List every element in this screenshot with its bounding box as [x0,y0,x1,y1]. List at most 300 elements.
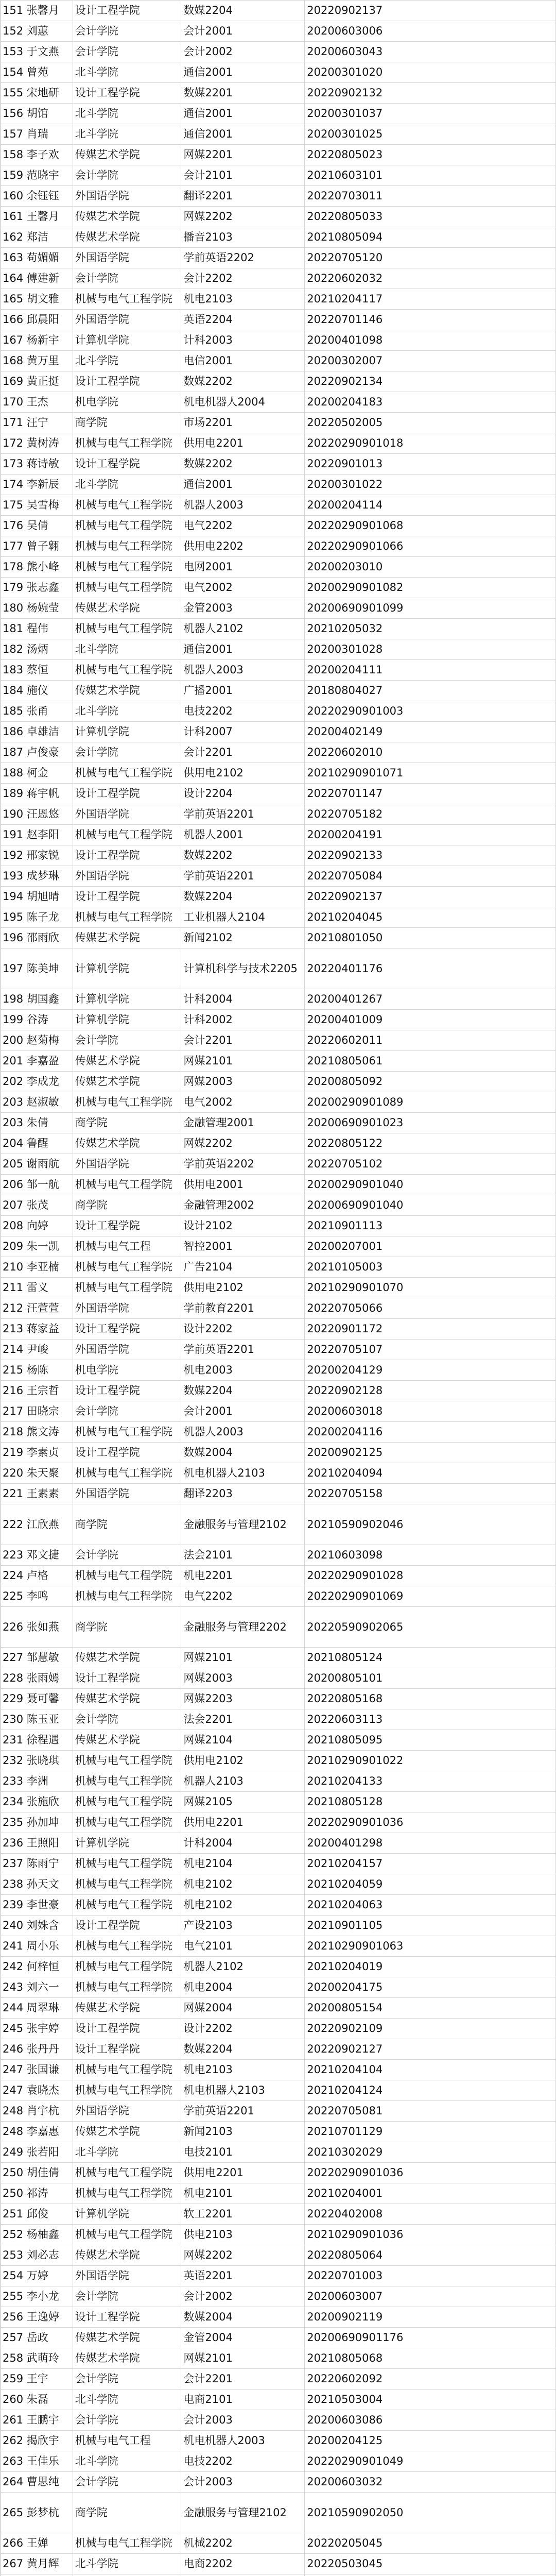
cell-college: 传媒艺术学院 [73,1051,181,1072]
table-row [1,1936,556,1957]
cell-college: 传媒艺术学院 [73,1648,181,1668]
cell-student-id: 20210290901071 [305,763,556,784]
cell-college: 北斗学院 [73,62,181,83]
table-row [1,639,556,660]
table-row [1,928,556,948]
cell-name: 238 孙天文 [1,1874,73,1895]
table-row [1,2163,556,2183]
cell-student-id: 20200204191 [305,825,556,845]
cell-name: 234 张施欣 [1,1792,73,1812]
cell-student-id: 20210204133 [305,1771,556,1792]
cell-class: 法会2101 [181,1545,305,1566]
cell-college: 设计工程学院 [73,887,181,907]
cell-class: 金管2003 [181,598,305,619]
cell-student-id: 20220402008 [305,2204,556,2225]
cell-student-id: 20200301022 [305,474,556,495]
cell-student-id: 20210204063 [305,1895,556,1916]
cell-college: 外国语学院 [73,2101,181,2122]
cell-name: 232 张晓琪 [1,1751,73,1771]
cell-college: 机械与电气工程学院 [73,2183,181,2204]
cell-college: 外国语学院 [73,1484,181,1504]
cell-name: 197 陈美坤 [1,948,73,989]
table-row [1,207,556,227]
cell-student-id: 20220901172 [305,1319,556,1340]
cell-student-id: 20210204157 [305,1854,556,1874]
cell-student-id: 20210204104 [305,2060,556,2080]
table-row [1,1298,556,1319]
cell-name: 246 张丹丹 [1,2039,73,2060]
cell-name: 222 江欣燕 [1,1504,73,1545]
cell-name: 240 刘姝含 [1,1916,73,1936]
cell-college: 外国语学院 [73,866,181,887]
table-row [1,1504,556,1545]
table-row [1,42,556,62]
cell-name: 194 胡旭晴 [1,887,73,907]
cell-class: 网媒2202 [181,1133,305,1154]
cell-student-id: 20200805154 [305,1998,556,2019]
cell-college: 设计工程学院 [73,1,181,21]
cell-class: 数媒2201 [181,83,305,104]
cell-college: 会计学院 [73,1401,181,1422]
cell-name: 184 施仪 [1,681,73,701]
table-row [1,742,556,763]
cell-college: 会计学院 [73,2472,181,2493]
table-row [1,1257,556,1278]
cell-student-id: 20220290901068 [305,516,556,536]
cell-student-id: 20220401176 [305,948,556,989]
cell-student-id: 20220602032 [305,268,556,289]
cell-name: 208 向婷 [1,1216,73,1236]
cell-college: 机械与电气工程学院 [73,763,181,784]
cell-name: 172 黄树涛 [1,433,73,454]
cell-student-id: 20210603098 [305,1545,556,1566]
cell-college: 机械与电气工程学院 [73,1977,181,1998]
table-row [1,1443,556,1463]
cell-student-id: 20210901105 [305,1916,556,1936]
cell-student-id: 20200301028 [305,639,556,660]
cell-class: 电气2202 [181,1586,305,1607]
cell-name: 250 胡佳倩 [1,2163,73,2183]
table-row [1,1422,556,1443]
table-row [1,1771,556,1792]
cell-college: 机械与电气工程学院 [73,619,181,639]
cell-class: 网媒2003 [181,1668,305,1689]
cell-name: 209 朱一凯 [1,1236,73,1257]
cell-student-id: 20200301020 [305,62,556,83]
cell-name: 259 王宇 [1,2369,73,2389]
cell-name: 216 王宗哲 [1,1381,73,1401]
table-row [1,1484,556,1504]
cell-class: 供电2103 [181,2225,305,2245]
cell-college: 机电学院 [73,392,181,413]
table-row [1,516,556,536]
table-row [1,2348,556,2369]
cell-college: 传媒艺术学院 [73,681,181,701]
cell-class: 翻译2203 [181,1484,305,1504]
cell-class: 机器人2102 [181,619,305,639]
table-row [1,2328,556,2348]
cell-college: 传媒艺术学院 [73,1072,181,1092]
cell-name: 247 张国谦 [1,2060,73,2080]
cell-class: 金融服务与管理2102 [181,2493,305,2533]
table-row [1,2060,556,2080]
cell-class: 会计2003 [181,2472,305,2493]
cell-name: 258 武萌玲 [1,2348,73,2369]
cell-student-id: 20210290901063 [305,1936,556,1957]
table-row [1,2183,556,2204]
cell-class: 会计2002 [181,42,305,62]
cell-student-id: 20220290901069 [305,1586,556,1607]
table-row [1,1051,556,1072]
cell-name: 204 鲁醒 [1,1133,73,1154]
table-row [1,1874,556,1895]
table-row [1,1236,556,1257]
cell-class: 机电2103 [181,2060,305,2080]
cell-class: 计科2002 [181,1010,305,1030]
cell-class: 机电2004 [181,1977,305,1998]
cell-class: 设计2204 [181,784,305,804]
cell-class: 软工2201 [181,2204,305,2225]
cell-college: 机械与电气工程学院 [73,1566,181,1586]
table-row [1,1977,556,1998]
cell-college: 北斗学院 [73,104,181,124]
cell-college: 计算机学院 [73,722,181,742]
table-row [1,2204,556,2225]
cell-name: 255 李小龙 [1,2286,73,2307]
cell-name: 164 傅建新 [1,268,73,289]
table-row [1,887,556,907]
cell-name: 153 于文燕 [1,42,73,62]
table-row [1,557,556,578]
cell-class: 数媒2202 [181,371,305,392]
cell-college: 机械与电气工程学院 [73,289,181,310]
table-row [1,845,556,866]
cell-name: 152 刘蕙 [1,21,73,42]
cell-class: 数媒2204 [181,1381,305,1401]
cell-student-id: 20220705084 [305,866,556,887]
cell-college: 机械与电气工程学院 [73,2080,181,2101]
cell-college: 计算机学院 [73,1833,181,1854]
cell-class: 电气2002 [181,1092,305,1113]
cell-name: 248 李嘉惠 [1,2122,73,2142]
cell-college: 会计学院 [73,742,181,763]
cell-name: 266 王婵 [1,2533,73,2554]
cell-name: 201 李嘉盈 [1,1051,73,1072]
cell-college: 机电学院 [73,1360,181,1381]
cell-student-id: 20200603086 [305,2410,556,2431]
table-row [1,1072,556,1092]
cell-student-id: 20220902109 [305,2019,556,2039]
cell-student-id: 20210204124 [305,2080,556,2101]
cell-college: 北斗学院 [73,2142,181,2163]
cell-class: 金融服务与管理2202 [181,1607,305,1648]
cell-name: 263 王佳乐 [1,2451,73,2472]
table-row [1,1030,556,1051]
cell-name: 179 张志鑫 [1,578,73,598]
cell-class: 通信2001 [181,104,305,124]
cell-student-id: 20180804027 [305,681,556,701]
cell-class: 设计2202 [181,2019,305,2039]
cell-student-id: 20220805122 [305,1133,556,1154]
cell-name: 241 周小乐 [1,1936,73,1957]
cell-class: 金融管理2001 [181,1113,305,1133]
cell-student-id: 20220205045 [305,2533,556,2554]
table-body [1,1,556,2576]
cell-student-id: 20200603006 [305,21,556,42]
table-row [1,2019,556,2039]
cell-student-id: 20220602011 [305,1030,556,1051]
table-row [1,1092,556,1113]
table-row [1,825,556,845]
cell-student-id: 20210805128 [305,1792,556,1812]
cell-name: 231 徐程遇 [1,1730,73,1751]
cell-college: 机械与电气工程学院 [73,2533,181,2554]
cell-student-id: 20220902134 [305,371,556,392]
table-row [1,722,556,742]
table-row [1,763,556,784]
cell-class: 机电机器人2103 [181,1463,305,1484]
table-row [1,784,556,804]
cell-student-id: 20220805033 [305,207,556,227]
cell-college: 机械与电气工程学院 [73,1812,181,1833]
cell-college: 设计工程学院 [73,2039,181,2060]
cell-college: 机械与电气工程 [73,2431,181,2451]
cell-college: 传媒艺术学院 [73,145,181,165]
cell-class: 学前英语2202 [181,248,305,268]
cell-student-id: 20210503004 [305,2389,556,2410]
cell-class: 市场2201 [181,413,305,433]
cell-college: 北斗学院 [73,701,181,722]
cell-college: 外国语学院 [73,1154,181,1175]
cell-college: 机械与电气工程学院 [73,433,181,454]
cell-name: 207 张茂 [1,1195,73,1216]
table-row [1,454,556,474]
cell-student-id: 20210290901036 [305,2225,556,2245]
cell-college: 计算机学院 [73,1010,181,1030]
cell-student-id: 20200401267 [305,989,556,1010]
cell-student-id: 20220902132 [305,83,556,104]
table-row [1,1463,556,1484]
cell-college: 北斗学院 [73,2389,181,2410]
table-row [1,474,556,495]
cell-student-id: 20220705158 [305,1484,556,1504]
cell-college: 外国语学院 [73,248,181,268]
cell-student-id: 20200401009 [305,1010,556,1030]
cell-college: 机械与电气工程学院 [73,1278,181,1298]
cell-class: 机电机器人2004 [181,392,305,413]
cell-class: 设计2102 [181,1216,305,1236]
table-row [1,83,556,104]
table-row [1,268,556,289]
table-row [1,2493,556,2533]
table-row [1,495,556,516]
cell-college: 机械与电气工程学院 [73,578,181,598]
cell-college: 设计工程学院 [73,2019,181,2039]
cell-name: 217 田晓宗 [1,1401,73,1422]
cell-class: 机械2202 [181,2533,305,2554]
cell-class: 会计2202 [181,268,305,289]
cell-name: 159 范晓宇 [1,165,73,186]
table-row [1,1401,556,1422]
cell-class: 英语2201 [181,2266,305,2286]
cell-college: 会计学院 [73,2369,181,2389]
cell-class: 供用电2202 [181,536,305,557]
cell-student-id: 20220290901036 [305,2163,556,2183]
cell-name: 244 周翠琳 [1,1998,73,2019]
cell-college: 外国语学院 [73,1340,181,1360]
cell-name: 210 李亚楠 [1,1257,73,1278]
cell-class: 计科2004 [181,1833,305,1854]
cell-class: 学前教育2201 [181,1298,305,1319]
cell-college: 传媒艺术学院 [73,227,181,248]
table-row [1,1175,556,1195]
table-row [1,1195,556,1216]
cell-class: 网媒2101 [181,1648,305,1668]
cell-class: 金融服务与管理2102 [181,1504,305,1545]
table-row [1,1,556,21]
cell-class: 供用电2201 [181,2163,305,2183]
cell-class: 数媒2204 [181,2039,305,2060]
table-row [1,21,556,42]
table-row [1,351,556,371]
cell-class: 网媒2101 [181,1051,305,1072]
cell-class: 新闻2103 [181,2122,305,2142]
cell-name: 260 朱磊 [1,2389,73,2410]
cell-class: 网媒2101 [181,2348,305,2369]
cell-name: 225 李鸣 [1,1586,73,1607]
cell-class: 机器人2001 [181,825,305,845]
cell-college: 商学院 [73,1607,181,1648]
cell-class: 数媒2004 [181,1443,305,1463]
cell-student-id: 20210805095 [305,1730,556,1751]
cell-name: 257 岳政 [1,2328,73,2348]
cell-name: 151 张馨月 [1,1,73,21]
cell-college: 会计学院 [73,1545,181,1566]
cell-name: 181 程伟 [1,619,73,639]
cell-name: 173 蒋诗敏 [1,454,73,474]
cell-name: 187 卢俊豪 [1,742,73,763]
cell-college: 计算机学院 [73,330,181,351]
cell-class: 计科2007 [181,722,305,742]
table-row [1,1709,556,1730]
table-row [1,1668,556,1689]
table-row [1,866,556,887]
cell-college: 会计学院 [73,165,181,186]
cell-student-id: 20220705102 [305,1154,556,1175]
cell-college: 机械与电气工程学院 [73,907,181,928]
cell-name: 199 谷涛 [1,1010,73,1030]
table-row [1,2245,556,2266]
cell-class: 网媒2003 [181,1072,305,1092]
cell-student-id: 20210204117 [305,289,556,310]
cell-student-id: 20200401098 [305,330,556,351]
cell-class: 广告2104 [181,1257,305,1278]
cell-name: 229 聂可馨 [1,1689,73,1709]
cell-student-id: 20210302029 [305,2142,556,2163]
cell-student-id: 20220705107 [305,1340,556,1360]
cell-college: 商学院 [73,1113,181,1133]
cell-college: 商学院 [73,413,181,433]
table-row [1,289,556,310]
cell-name: 162 郑洁 [1,227,73,248]
cell-college: 商学院 [73,2493,181,2533]
cell-name: 245 张宇婷 [1,2019,73,2039]
cell-name: 235 孙加坤 [1,1812,73,1833]
cell-student-id: 20200603032 [305,2472,556,2493]
table-row [1,62,556,83]
cell-name: 202 李成龙 [1,1072,73,1092]
table-row [1,598,556,619]
cell-student-id: 20200204125 [305,2431,556,2451]
cell-class: 供用电2102 [181,763,305,784]
cell-student-id: 20210204019 [305,1957,556,1977]
cell-name: 221 王素素 [1,1484,73,1504]
cell-student-id: 20210590902050 [305,2493,556,2533]
cell-class: 机电2102 [181,1895,305,1916]
cell-name: 170 王杰 [1,392,73,413]
cell-college: 设计工程学院 [73,845,181,866]
cell-name: 198 胡国鑫 [1,989,73,1010]
cell-college [73,2574,181,2576]
cell-name: 200 赵菊梅 [1,1030,73,1051]
cell-class: 产设2103 [181,1916,305,1936]
cell-name: 175 吴雪梅 [1,495,73,516]
cell-student-id: 20210204001 [305,2183,556,2204]
cell-name: 247 袁晓杰 [1,2080,73,2101]
cell-name: 196 邵雨欣 [1,928,73,948]
cell-student-id: 20220701146 [305,310,556,330]
cell-student-id: 20210290901070 [305,1278,556,1298]
cell-college: 设计工程学院 [73,83,181,104]
table-row [1,2554,556,2574]
cell-student-id: 20200290901082 [305,578,556,598]
table-row [1,1833,556,1854]
cell-class: 电网2001 [181,557,305,578]
cell-student-id: 20200402149 [305,722,556,742]
cell-class: 机电机器人2103 [181,2080,305,2101]
cell-name: 265 彭梦杭 [1,2493,73,2533]
table-row [1,310,556,330]
cell-name: 157 肖瑞 [1,124,73,145]
cell-class: 学前英语2202 [181,1154,305,1175]
cell-college: 会计学院 [73,268,181,289]
cell-class: 电商2202 [181,2554,305,2574]
cell-class: 机器人2003 [181,495,305,516]
cell-student-id: 20220901013 [305,454,556,474]
cell-student-id: 20210205032 [305,619,556,639]
table-row [1,536,556,557]
cell-student-id: 20200902119 [305,2307,556,2328]
cell-college: 机械与电气工程学院 [73,1792,181,1812]
cell-name: 237 陈雨宁 [1,1854,73,1874]
table-row [1,1360,556,1381]
table-row [1,1381,556,1401]
table-row [1,804,556,825]
cell-student-id: 20200301037 [305,104,556,124]
cell-college: 设计工程学院 [73,784,181,804]
cell-student-id: 20210801050 [305,928,556,948]
table-row [1,989,556,1010]
table-row [1,330,556,351]
cell-student-id: 20200401298 [305,1833,556,1854]
cell-student-id: 20200690901023 [305,1113,556,1133]
cell-student-id: 20220805064 [305,2245,556,2266]
table-row [1,1730,556,1751]
cell-student-id: 20220902137 [305,1,556,21]
cell-college: 外国语学院 [73,186,181,207]
cell-student-id: 20200690901176 [305,2328,556,2348]
cell-name: 242 何梓恒 [1,1957,73,1977]
